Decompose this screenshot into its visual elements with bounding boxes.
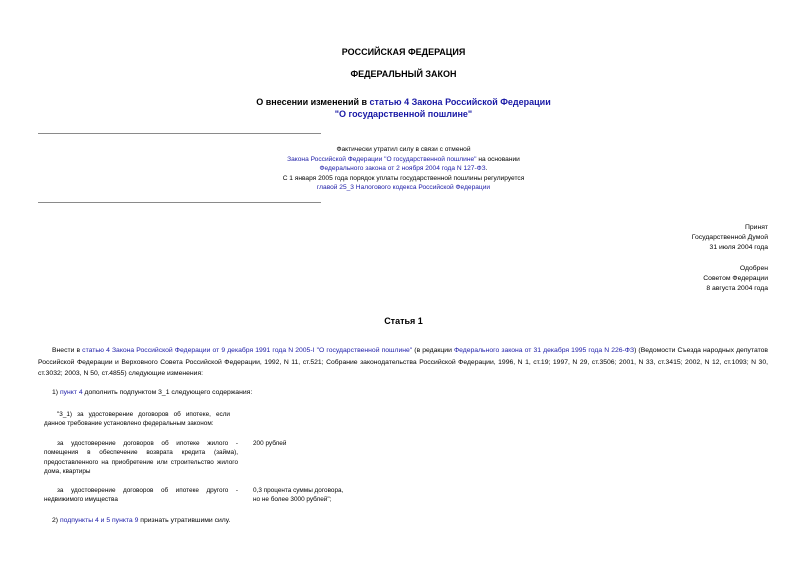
sub-intro: "3_1) за удостоверение договоров об ипотеке, если данное требование установлено федеральным законом: — [44, 411, 230, 428]
intro-link-article4[interactable]: статью 4 Закона Российской Федерации от 9 декабря 1991 года N 2005-I "О государственной пошлине" — [82, 347, 413, 354]
adoption-council — [703, 264, 768, 294]
council-label: Советом Федерации — [703, 275, 768, 282]
article-title: Статья 1 — [384, 316, 423, 326]
article-intro: Внести в статью 4 Закона Российской Федерации от 9 декабря 1991 года N 2005-I "О государственной пошлине" (в редакции Федерального закона от 31 декабря 1995 года N 226-ФЗ) (Ведомости Съезда народных депутатов Российской Федерации и Верховного Совета Российской Федерации, 1992, N 11, ст.521; Собрание законодательства Российской Федерации, 1996, N 1, ст.19; 1997, N 29, ст.3506; 2001, N 33, ст.3415; 2002, N 12, ст.1093; N 30, ст.3032; 2003, N 50, ст.4855) следующие изменения: — [38, 347, 769, 378]
approved-label: Одобрен — [739, 265, 768, 272]
adoption-duma — [692, 223, 768, 253]
law-subject-line2[interactable]: "О государственной пошлине" — [334, 109, 473, 119]
notice-line3: Федерального закона от 2 ноября 2004 года N 127-ФЗ. — [319, 165, 488, 172]
notice-link-federal-law[interactable]: Федерального закона от 2 ноября 2004 года N 127-ФЗ — [319, 165, 486, 172]
subject-prefix: О внесении изменений в — [256, 97, 370, 107]
duma-date: 31 июля 2004 года — [709, 244, 768, 251]
item-1: 1) пункт 4 дополнить подпунктом 3_1 следующего содержания: — [52, 389, 253, 396]
law-type-heading: ФЕДЕРАЛЬНЫЙ ЗАКОН — [350, 69, 457, 79]
notice-link-law[interactable]: Закона Российской Федерации "О государственной пошлине" — [287, 155, 477, 163]
notice-line4: С 1 января 2005 года порядок уплаты государственной пошлины регулируется — [282, 174, 525, 182]
council-date: 8 августа 2004 года — [706, 285, 768, 292]
item-2: 2) подпункты 4 и 5 пункта 9 признать утратившими силу. — [52, 517, 231, 524]
item1-link-point4[interactable]: пункт 4 — [59, 389, 83, 396]
law-subject-line1 — [0, 97, 807, 107]
notice-line1: Фактически утратил силу в связи с отменой — [336, 146, 471, 153]
accepted-label: Принят — [744, 224, 768, 231]
intro-link-federal-law[interactable]: Федерального закона от 31 декабря 1995 года N 226-ФЗ — [453, 347, 635, 354]
row1-description: за удостоверение договоров об ипотеке жилого - помещения в обеспечение возврата кредита (займа), предоставленного на приобретение или строительство жилого дома, квартиры — [44, 440, 238, 476]
notice-line2: Закона Российской Федерации "О государственной пошлине" на основании — [287, 155, 520, 163]
row2-fee: 0,3 процента суммы договора, но не более 3000 рублей"; — [253, 487, 344, 504]
row1-fee: 200 рублей — [253, 440, 287, 447]
subject-link[interactable]: статью 4 Закона Российской Федерации — [369, 97, 551, 107]
row2-description: за удостоверение договоров об ипотеке другого - недвижимого имущества — [44, 487, 238, 504]
top-divider — [38, 133, 321, 134]
duma-label: Государственной Думой — [691, 234, 768, 241]
notice-link-tax-code[interactable]: главой 25_3 Налогового кодекса Российской Федерации — [316, 184, 491, 191]
country-heading: РОССИЙСКАЯ ФЕДЕРАЦИЯ — [341, 47, 466, 57]
bottom-divider — [38, 202, 321, 203]
notice-block — [0, 145, 807, 193]
item2-link-subpoints[interactable]: подпункты 4 и 5 пункта 9 — [59, 517, 139, 524]
